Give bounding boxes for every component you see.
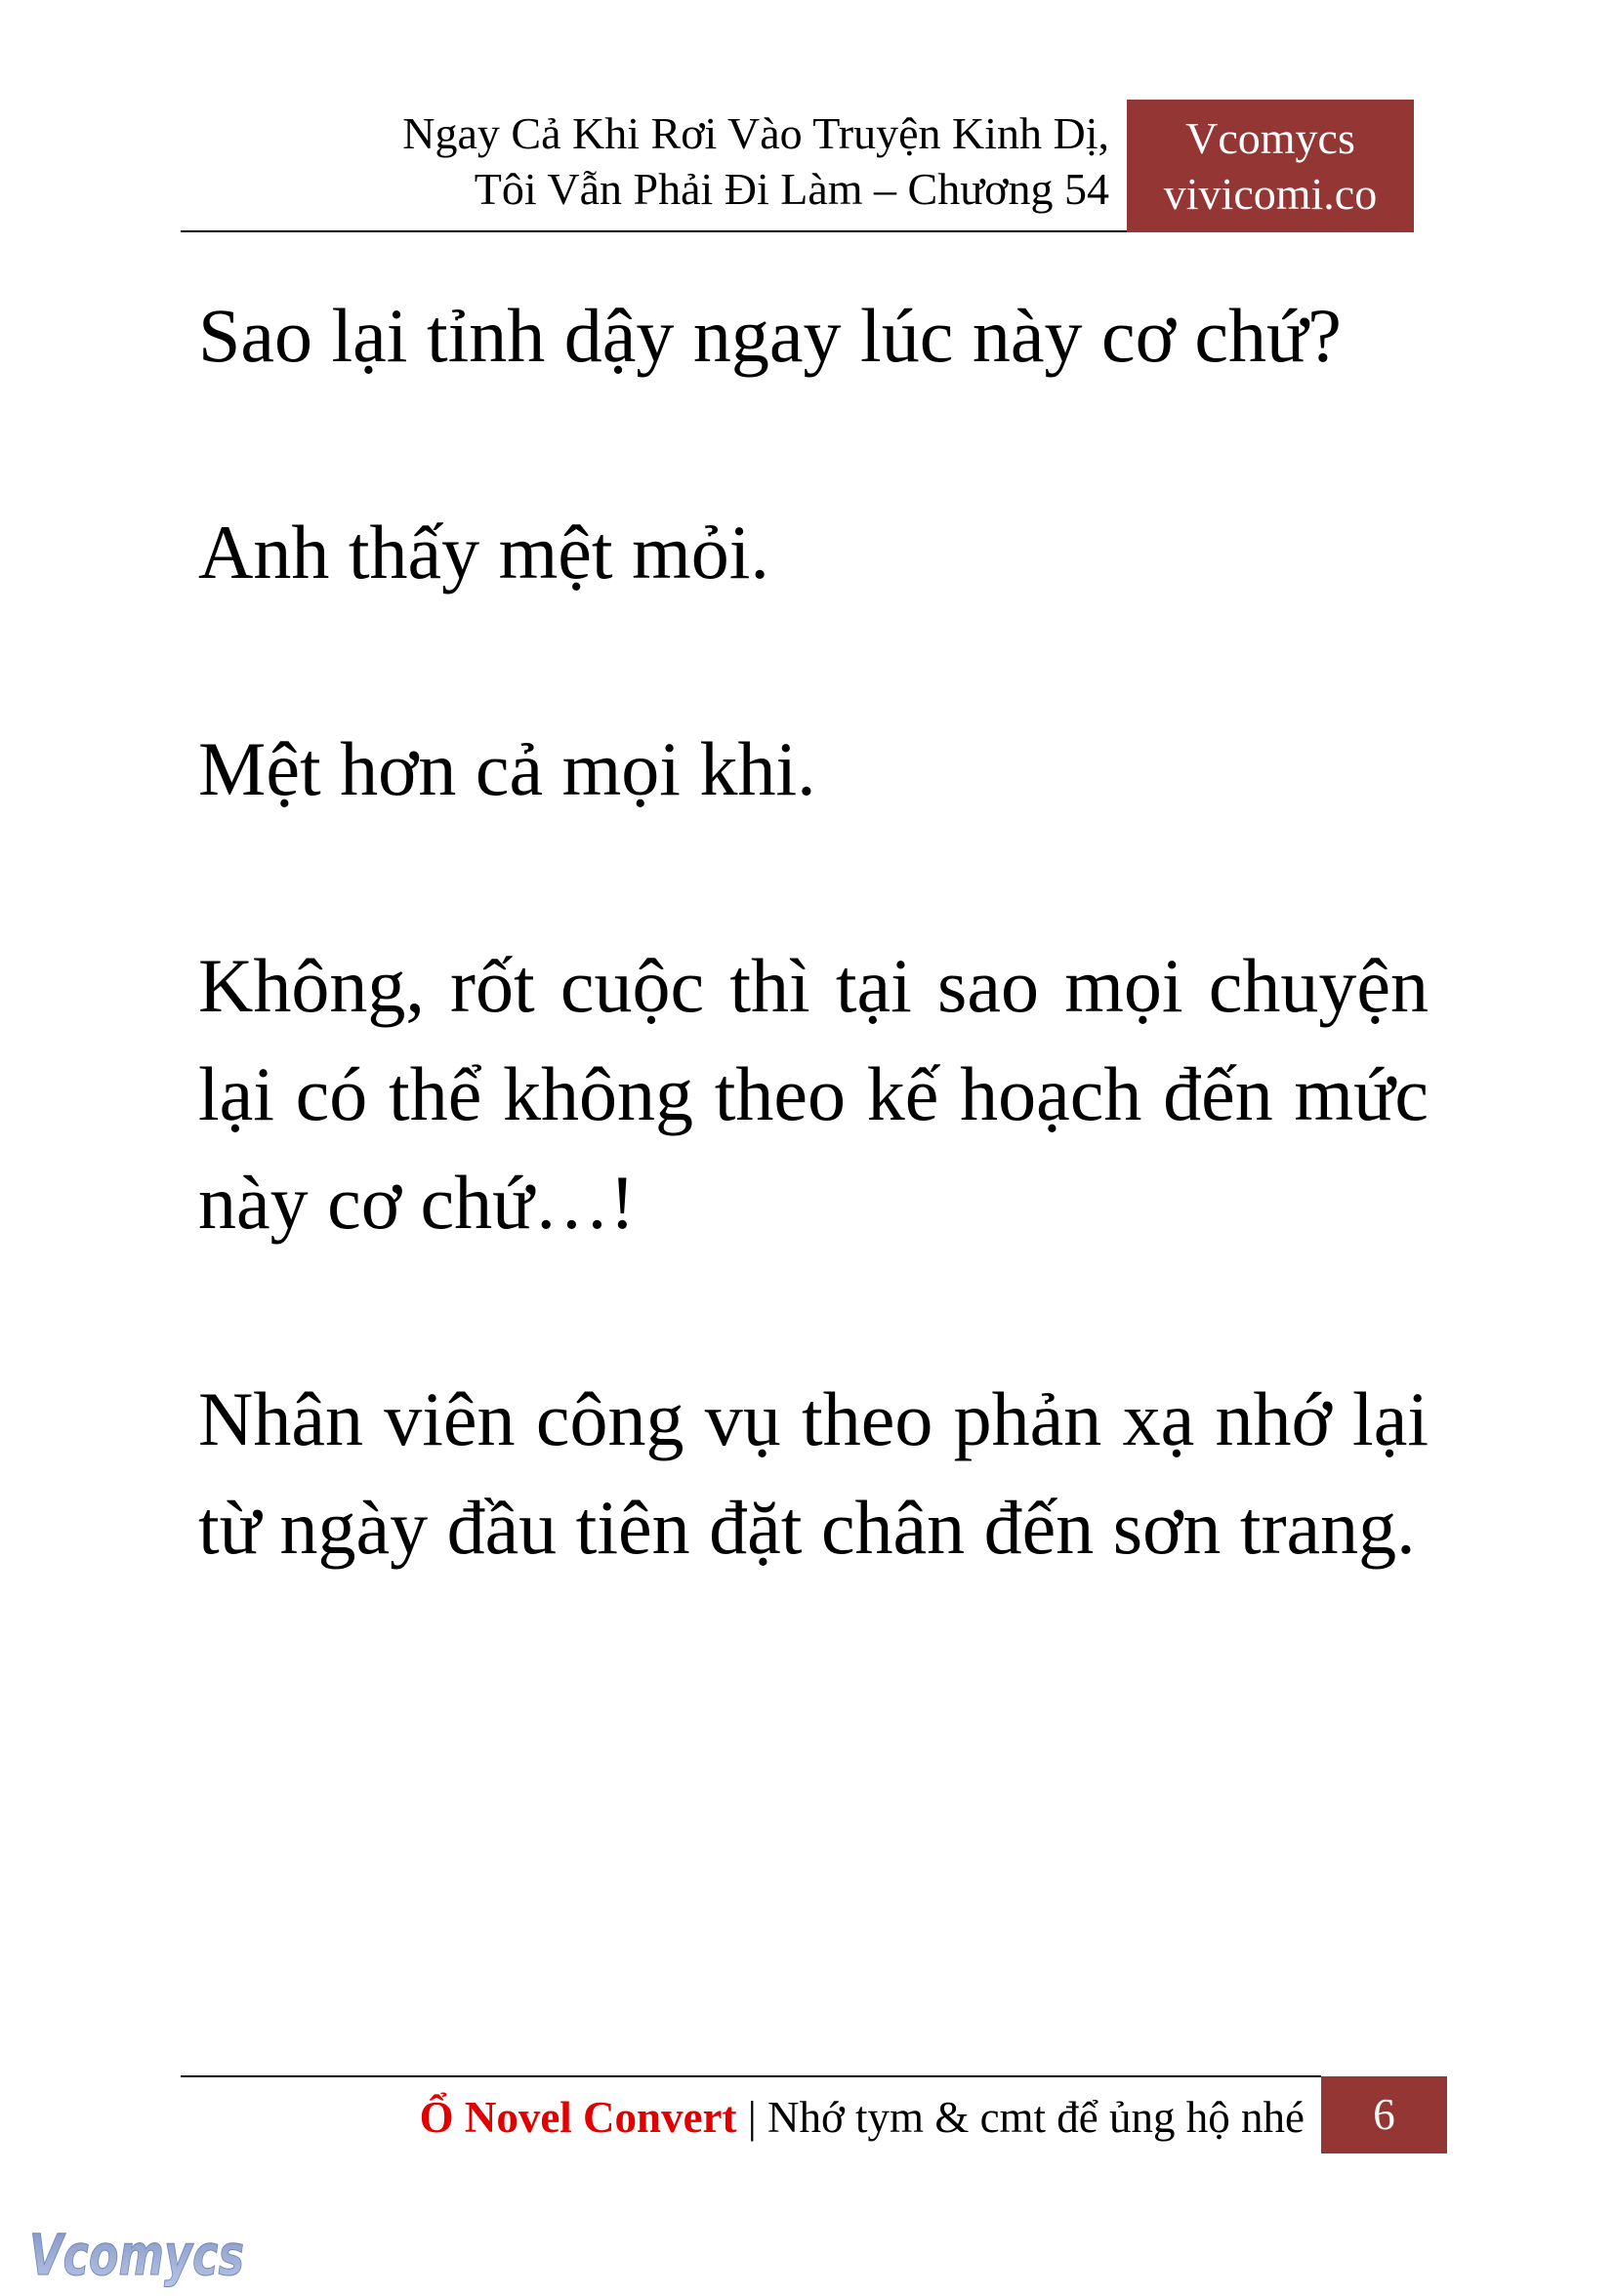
paragraph: Anh thấy mệt mỏi. — [198, 510, 769, 594]
title-line-1: Ngay Cả Khi Rơi Vào Truyện Kinh Dị, — [402, 108, 1109, 158]
footer-message: Nhớ tym & cmt để ủng hộ nhé — [767, 2093, 1305, 2142]
footer-text — [420, 2089, 1305, 2146]
site-url: vivicomi.co — [1163, 169, 1378, 219]
paragraph: Sao lại tỉnh dậy ngay lúc này cơ chứ? — [198, 293, 1342, 378]
site-name: Vcomycs — [1185, 113, 1355, 163]
svg-text:Vcomycs: Vcomycs — [29, 2222, 244, 2288]
footer-brand: Ổ Novel Convert — [419, 2093, 737, 2142]
title-line-2: Tôi Vẫn Phải Đi Làm – Chương 54 — [474, 164, 1109, 214]
page-number: 6 — [1321, 2076, 1447, 2153]
paragraph: Không, rốt cuộc thì tại sao mọi chuyện lại có thể không theo kế hoạch đến mức này cơ chứ…! — [198, 943, 1429, 1245]
footer-separator: | — [747, 2093, 757, 2142]
paragraph: Mệt hơn cả mọi khi. — [198, 726, 816, 811]
chapter-body — [198, 281, 1429, 1690]
vcomycs-logo — [27, 2218, 252, 2296]
footer-divider — [181, 2075, 1321, 2077]
paragraph: Nhân viên công vụ theo phản xạ nhớ lại từ ngày đầu tiên đặt chân đến sơn trang. — [198, 1376, 1429, 1570]
document-title — [230, 105, 1109, 217]
header-divider — [181, 230, 1127, 232]
site-badge — [1127, 100, 1414, 232]
